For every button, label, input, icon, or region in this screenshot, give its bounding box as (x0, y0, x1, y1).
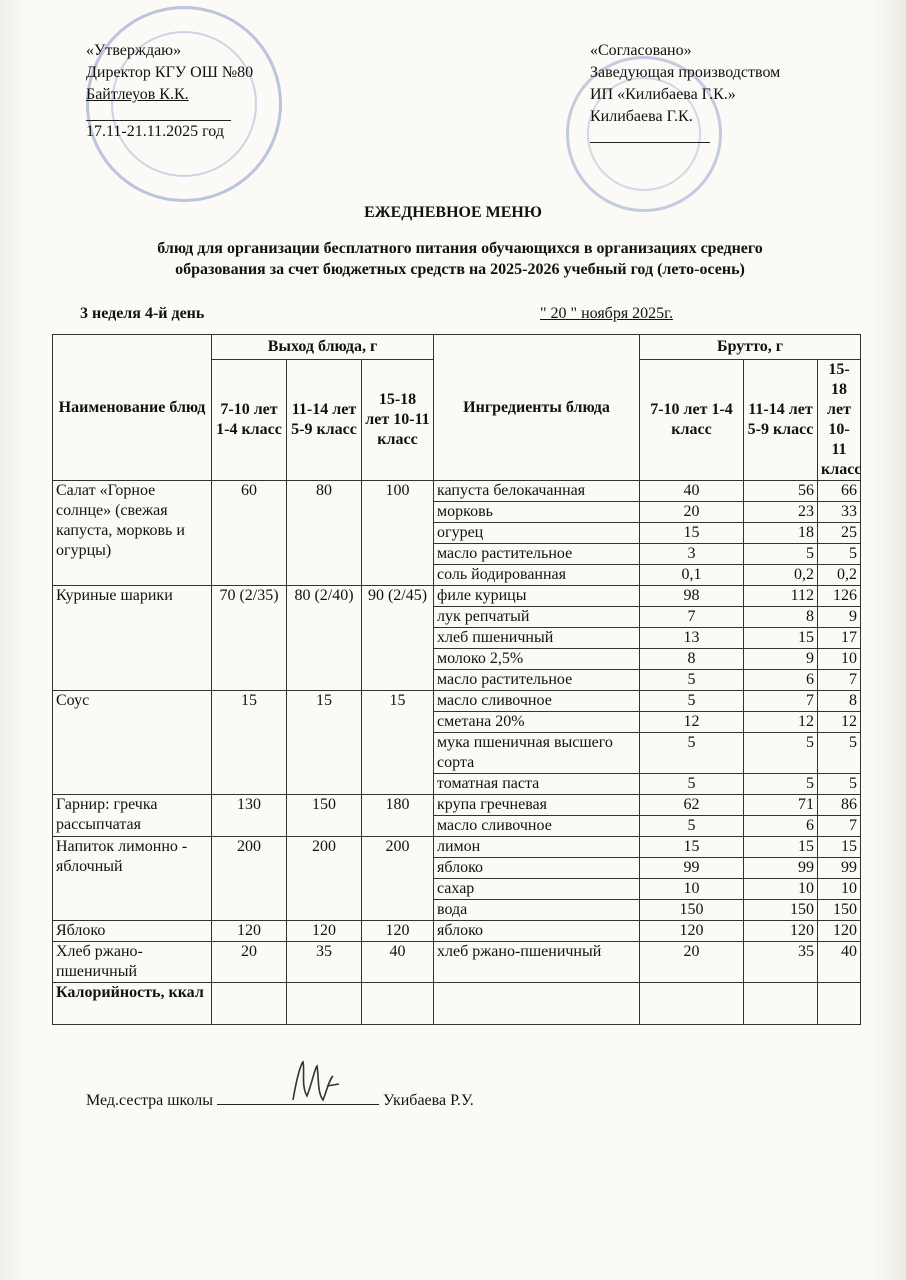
document-title: ЕЖЕДНЕВНОЕ МЕНЮ (364, 204, 542, 221)
approval-signature-line (86, 106, 231, 121)
nurse-signature-line (217, 1090, 379, 1105)
output-7-10: 130 (212, 795, 287, 837)
nurse-name: Укибаева Р.У. (383, 1092, 474, 1109)
calories-label: Калорийность, ккал (53, 983, 212, 1025)
output-7-10: 15 (212, 691, 287, 795)
brutto-15-18: 33 (818, 502, 861, 523)
header-dish: Наименование блюд (53, 335, 212, 481)
brutto-7-10: 5 (640, 816, 744, 837)
brutto-11-14: 9 (744, 649, 818, 670)
output-11-14: 150 (287, 795, 362, 837)
agreement-position: Заведующая производством (590, 64, 781, 81)
output-15-18: 15 (362, 691, 434, 795)
header-brutto-7-10: 7-10 лет 1-4 класс (640, 360, 744, 481)
output-11-14: 120 (287, 921, 362, 942)
agreement-name: Килибаева Г.К. (590, 108, 693, 125)
output-11-14: 15 (287, 691, 362, 795)
brutto-15-18: 66 (818, 481, 861, 502)
approval-name: Байтлеуов К.К. (86, 86, 189, 103)
brutto-11-14: 150 (744, 900, 818, 921)
approval-position: Директор КГУ ОШ №80 (86, 64, 254, 81)
dish-name: Напиток лимонно - яблочный (53, 837, 212, 921)
brutto-7-10: 3 (640, 544, 744, 565)
brutto-11-14: 15 (744, 837, 818, 858)
header-brutto: Брутто, г (640, 335, 861, 360)
brutto-7-10: 12 (640, 712, 744, 733)
ingredient-name: хлеб ржано-пшеничный (434, 942, 640, 983)
brutto-7-10: 10 (640, 879, 744, 900)
dish-name: Салат «Горное солнце» (свежая капуста, морковь и огурцы) (53, 481, 212, 586)
brutto-15-18: 126 (818, 586, 861, 607)
brutto-15-18: 15 (818, 837, 861, 858)
table-row (53, 837, 861, 858)
menu-date: " 20 " ноября 2025г. (540, 305, 673, 322)
output-15-18: 200 (362, 837, 434, 921)
table-row (53, 942, 861, 983)
brutto-7-10: 5 (640, 670, 744, 691)
ingredient-name: томатная паста (434, 774, 640, 795)
brutto-7-10: 5 (640, 691, 744, 712)
brutto-7-10: 5 (640, 733, 744, 774)
output-7-10: 20 (212, 942, 287, 983)
brutto-7-10: 98 (640, 586, 744, 607)
brutto-11-14: 5 (744, 774, 818, 795)
brutto-15-18: 9 (818, 607, 861, 628)
output-7-10: 60 (212, 481, 287, 586)
brutto-11-14: 23 (744, 502, 818, 523)
dish-name: Куриные шарики (53, 586, 212, 691)
handwritten-signature (287, 1056, 347, 1106)
brutto-11-14: 15 (744, 628, 818, 649)
ingredient-name: масло растительное (434, 544, 640, 565)
output-7-10: 120 (212, 921, 287, 942)
brutto-11-14: 12 (744, 712, 818, 733)
ingredient-name: лимон (434, 837, 640, 858)
header-output-7-10: 7-10 лет 1-4 класс (212, 360, 287, 481)
output-15-18: 100 (362, 481, 434, 586)
table-row (53, 921, 861, 942)
ingredient-name: сахар (434, 879, 640, 900)
ingredient-name: морковь (434, 502, 640, 523)
brutto-11-14: 120 (744, 921, 818, 942)
approval-block (86, 40, 253, 143)
brutto-11-14: 6 (744, 670, 818, 691)
output-11-14: 80 (2/40) (287, 586, 362, 691)
approval-title: «Утверждаю» (86, 42, 182, 59)
agreement-company: ИП «Килибаева Г.К.» (590, 86, 736, 103)
brutto-11-14: 10 (744, 879, 818, 900)
brutto-15-18: 150 (818, 900, 861, 921)
brutto-7-10: 7 (640, 607, 744, 628)
header-brutto-15-18: 15-18 лет 10-11 класс (818, 360, 861, 481)
output-15-18: 120 (362, 921, 434, 942)
ingredient-name: масло сливочное (434, 691, 640, 712)
dish-name: Хлеб ржано-пшеничный (53, 942, 212, 983)
ingredient-name: огурец (434, 523, 640, 544)
brutto-15-18: 86 (818, 795, 861, 816)
brutto-11-14: 112 (744, 586, 818, 607)
dish-name: Яблоко (53, 921, 212, 942)
table-row (53, 481, 861, 502)
menu-table-body (53, 481, 861, 983)
ingredient-name: вода (434, 900, 640, 921)
calories-cell (818, 983, 861, 1025)
ingredient-name: яблоко (434, 921, 640, 942)
ingredient-name: филе курицы (434, 586, 640, 607)
brutto-7-10: 40 (640, 481, 744, 502)
ingredient-name: масло растительное (434, 670, 640, 691)
dish-name: Гарнир: гречка рассыпчатая (53, 795, 212, 837)
agreement-title: «Согласовано» (590, 42, 692, 59)
brutto-11-14: 35 (744, 942, 818, 983)
brutto-15-18: 99 (818, 858, 861, 879)
output-11-14: 200 (287, 837, 362, 921)
brutto-15-18: 10 (818, 879, 861, 900)
brutto-11-14: 5 (744, 733, 818, 774)
table-row (53, 691, 861, 712)
calories-cell (434, 983, 640, 1025)
ingredient-name: яблоко (434, 858, 640, 879)
brutto-15-18: 7 (818, 670, 861, 691)
brutto-11-14: 18 (744, 523, 818, 544)
brutto-7-10: 0,1 (640, 565, 744, 586)
menu-table (52, 334, 861, 1025)
ingredient-name: мука пшеничная высшего сорта (434, 733, 640, 774)
brutto-15-18: 12 (818, 712, 861, 733)
ingredient-name: капуста белокачанная (434, 481, 640, 502)
brutto-7-10: 20 (640, 502, 744, 523)
brutto-15-18: 0,2 (818, 565, 861, 586)
brutto-11-14: 0,2 (744, 565, 818, 586)
ingredient-name: соль йодированная (434, 565, 640, 586)
brutto-15-18: 25 (818, 523, 861, 544)
brutto-11-14: 8 (744, 607, 818, 628)
output-11-14: 35 (287, 942, 362, 983)
brutto-15-18: 8 (818, 691, 861, 712)
brutto-15-18: 120 (818, 921, 861, 942)
ingredient-name: сметана 20% (434, 712, 640, 733)
brutto-11-14: 71 (744, 795, 818, 816)
brutto-15-18: 5 (818, 544, 861, 565)
brutto-15-18: 5 (818, 733, 861, 774)
brutto-7-10: 5 (640, 774, 744, 795)
nurse-signature (86, 1090, 474, 1110)
brutto-7-10: 150 (640, 900, 744, 921)
brutto-7-10: 20 (640, 942, 744, 983)
output-15-18: 40 (362, 942, 434, 983)
calories-cell (640, 983, 744, 1025)
output-11-14: 80 (287, 481, 362, 586)
output-15-18: 180 (362, 795, 434, 837)
brutto-7-10: 8 (640, 649, 744, 670)
agreement-signature-line (590, 128, 710, 143)
calories-cell (287, 983, 362, 1025)
approval-period: 17.11-21.11.2025 год (86, 123, 224, 140)
output-15-18: 90 (2/45) (362, 586, 434, 691)
header-output-15-18: 15-18 лет 10-11 класс (362, 360, 434, 481)
brutto-15-18: 40 (818, 942, 861, 983)
subtitle-line-1: блюд для организации бесплатного питания обучающихся в организациях среднего (157, 240, 763, 257)
header-output-11-14: 11-14 лет 5-9 класс (287, 360, 362, 481)
output-7-10: 70 (2/35) (212, 586, 287, 691)
ingredient-name: крупа гречневая (434, 795, 640, 816)
header-ingredients: Ингредиенты блюда (434, 335, 640, 481)
ingredient-name: хлеб пшеничный (434, 628, 640, 649)
brutto-7-10: 62 (640, 795, 744, 816)
calories-cell (362, 983, 434, 1025)
document-subtitle (80, 238, 840, 280)
brutto-7-10: 15 (640, 523, 744, 544)
brutto-15-18: 17 (818, 628, 861, 649)
ingredient-name: масло сливочное (434, 816, 640, 837)
table-row (53, 586, 861, 607)
brutto-15-18: 7 (818, 816, 861, 837)
brutto-15-18: 10 (818, 649, 861, 670)
brutto-11-14: 5 (744, 544, 818, 565)
brutto-7-10: 120 (640, 921, 744, 942)
subtitle-line-2: образования за счет бюджетных средств на 2025-2026 учебный год (лето-осень) (175, 261, 745, 278)
table-row (53, 795, 861, 816)
output-7-10: 200 (212, 837, 287, 921)
header-brutto-11-14: 11-14 лет 5-9 класс (744, 360, 818, 481)
brutto-7-10: 15 (640, 837, 744, 858)
header-output: Выход блюда, г (212, 335, 434, 360)
ingredient-name: лук репчатый (434, 607, 640, 628)
dish-name: Соус (53, 691, 212, 795)
brutto-11-14: 6 (744, 816, 818, 837)
brutto-7-10: 13 (640, 628, 744, 649)
ingredient-name: молоко 2,5% (434, 649, 640, 670)
brutto-11-14: 7 (744, 691, 818, 712)
brutto-7-10: 99 (640, 858, 744, 879)
agreement-block (590, 40, 780, 143)
calories-cell (744, 983, 818, 1025)
brutto-11-14: 99 (744, 858, 818, 879)
calories-cell (212, 983, 287, 1025)
brutto-15-18: 5 (818, 774, 861, 795)
week-day: 3 неделя 4-й день (80, 305, 205, 322)
nurse-label: Мед.сестра школы (86, 1092, 214, 1109)
brutto-11-14: 56 (744, 481, 818, 502)
